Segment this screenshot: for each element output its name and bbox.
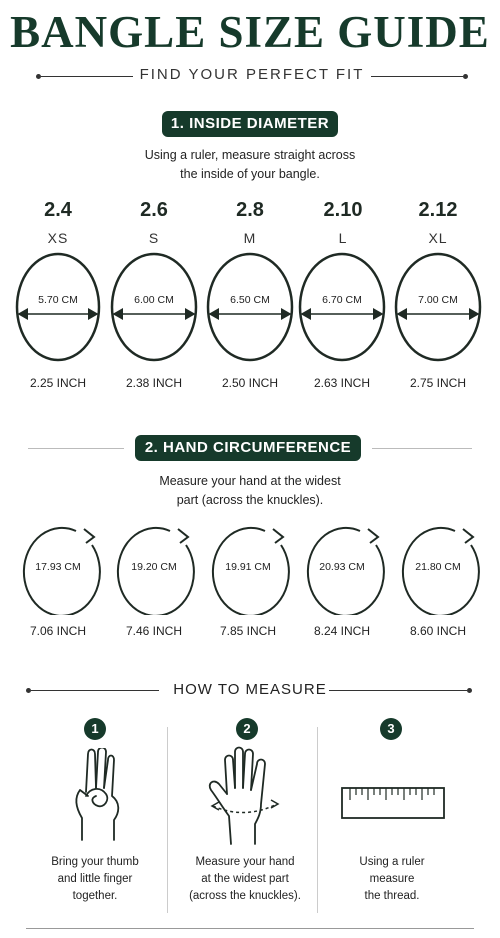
bangle-ring-l (300, 254, 384, 360)
inch-label: 7.85 INCH (219, 624, 277, 638)
size-column-m (202, 199, 298, 246)
bottom-divider (26, 928, 474, 929)
ruler-icon (340, 786, 448, 822)
section2-divider-right (372, 448, 472, 449)
step-separator (167, 727, 168, 913)
divider-dot-right (463, 74, 468, 79)
inch-label: 2.38 INCH (125, 376, 183, 390)
inch-label: 8.24 INCH (313, 624, 371, 638)
size-code: XS (47, 230, 69, 246)
step-1-badge: 1 (84, 718, 106, 740)
step-1-line-1: Bring your thumb (51, 856, 139, 868)
diameter-label: 6.00 CM (134, 294, 174, 306)
step-3-text (322, 854, 462, 905)
circumference-label: 21.80 CM (415, 561, 461, 573)
inch-label: 7.46 INCH (125, 624, 183, 638)
size-column-xs (10, 199, 106, 246)
diameter-label: 6.70 CM (322, 294, 362, 306)
circumference-label: 19.91 CM (225, 561, 271, 573)
section2-divider-left (28, 448, 124, 449)
howto-line-right (329, 690, 467, 691)
inch-label: 2.25 INCH (29, 376, 87, 390)
howto-dot-right (467, 688, 472, 693)
section-inside-diameter-heading: 1. INSIDE DIAMETER (162, 111, 338, 137)
page-title: BANGLE SIZE GUIDE (10, 7, 490, 57)
step-1-text (25, 854, 165, 905)
diameter-label: 6.50 CM (230, 294, 270, 306)
inch-label: 7.06 INCH (29, 624, 87, 638)
divider-line-right (371, 76, 463, 77)
bangle-ring-xs (17, 254, 99, 360)
bangle-ring-s (112, 254, 196, 360)
step-2-line-3: (across the knuckles). (189, 890, 301, 902)
size-number: 2.6 (140, 199, 168, 221)
section-hand-circumference-heading: 2. HAND CIRCUMFERENCE (135, 435, 361, 461)
section2-instruction-2: part (across the knuckles). (176, 493, 324, 507)
section1-instruction-2: the inside of your bangle. (180, 167, 320, 181)
inch-label: 2.63 INCH (313, 376, 371, 390)
bangle-diameter-rings (0, 250, 500, 365)
thumb-finger-icon (60, 748, 135, 843)
circumference-label: 20.93 CM (319, 561, 365, 573)
size-column-l (295, 199, 391, 246)
step-2-text (175, 854, 315, 905)
diameter-label: 7.00 CM (418, 294, 458, 306)
size-number: 2.8 (236, 199, 264, 221)
size-code: L (338, 230, 348, 246)
inch-label: 2.75 INCH (409, 376, 467, 390)
size-number: 2.12 (418, 199, 458, 221)
size-code: M (243, 230, 257, 246)
size-code: S (148, 230, 160, 246)
size-number: 2.4 (44, 199, 72, 221)
size-column-s (106, 199, 202, 246)
size-number: 2.10 (323, 199, 363, 221)
subtitle-row (36, 66, 468, 88)
section1-instruction-1: Using a ruler, measure straight across (144, 148, 356, 162)
step-1-line-2: and little finger (57, 873, 133, 885)
circumference-label: 17.93 CM (35, 561, 81, 573)
inch-label: 2.50 INCH (221, 376, 279, 390)
step-2-line-2: at the widest part (201, 873, 289, 885)
circumference-label: 19.20 CM (131, 561, 177, 573)
inch-label: 8.60 INCH (409, 624, 467, 638)
step-1-line-3: together. (72, 890, 118, 902)
step-2-line-1: Measure your hand (195, 856, 295, 868)
diameter-label: 5.70 CM (38, 294, 78, 306)
step-separator (317, 727, 318, 913)
howto-heading: HOW TO MEASURE (173, 681, 327, 698)
size-column-xl (390, 199, 486, 246)
size-code: XL (428, 230, 448, 246)
section2-instruction-1: Measure your hand at the widest (159, 474, 341, 488)
bangle-ring-m (208, 254, 292, 360)
hand-measure-icon (205, 746, 290, 846)
step-3-line-1: Using a ruler (359, 856, 425, 868)
step-3-badge: 3 (380, 718, 402, 740)
page-subtitle: FIND YOUR PERFECT FIT (139, 66, 365, 83)
step-3-line-2: measure (369, 873, 415, 885)
bangle-ring-xl (396, 254, 480, 360)
step-3-line-3: the thread. (364, 890, 420, 902)
step-2-badge: 2 (236, 718, 258, 740)
